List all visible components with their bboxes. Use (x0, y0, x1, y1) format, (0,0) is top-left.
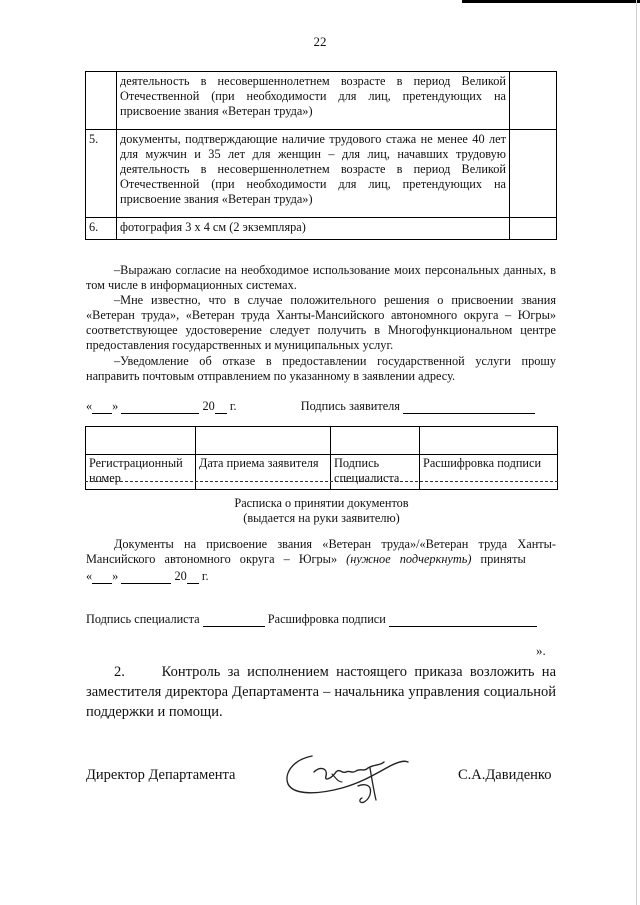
date-close-quote: » (112, 399, 119, 413)
applicant-signature-label: Подпись заявителя (300, 399, 400, 413)
receipt-year-suffix: г. (198, 569, 209, 583)
receipt-year-blank (187, 583, 199, 584)
applicant-signature-blank (403, 413, 535, 414)
order-item-number: 2. (114, 664, 125, 680)
receipt-body (86, 537, 556, 567)
receipt-month-blank (121, 583, 171, 584)
page-number: 22 (313, 34, 327, 49)
row-text: документы, подтверждающие наличие трудового стажа не менее 40 лет для мужчин и 35 лет для женщин – для лиц, начавших трудовую деятельность в несовершеннолетнем возрасте в период Великой Отечественной (при необходимости для лиц, претендующих на присвоение звания «Ветеран труда») (117, 130, 510, 218)
signature-decode-label: Расшифровка подписи (267, 612, 386, 626)
reg-cell-empty (331, 427, 420, 455)
scan-edge-line (636, 0, 637, 905)
table-row (86, 218, 557, 240)
row-blank-cell (510, 72, 557, 130)
reg-header-signature-decode: Расшифровка подписи (420, 455, 558, 490)
tear-off-line (85, 481, 558, 482)
receipt-title: Расписка о принятии документов (234, 496, 409, 510)
receipt-closing-mark: ». (536, 643, 546, 658)
day-blank (92, 413, 112, 414)
row-text: фотография 3 х 4 см (2 экземпляра) (117, 218, 510, 240)
specialist-signature-line (86, 612, 556, 627)
order-item-2 (86, 662, 556, 722)
date-open-quote: « (86, 399, 93, 413)
signature-decode-blank (389, 626, 537, 627)
receipt-day-blank (92, 583, 112, 584)
year-prefix: 20 (202, 399, 215, 413)
year-blank (215, 413, 227, 414)
reg-cell-empty (420, 427, 558, 455)
row-blank-cell (510, 130, 557, 218)
table-row (86, 427, 558, 455)
year-suffix: г. (226, 399, 237, 413)
reg-header-specialist-signature: Подпись специалиста (331, 455, 420, 490)
receipt-subtitle: (выдается на руки заявителю) (243, 511, 400, 525)
signatory-name: С.А.Давиденко (458, 767, 552, 783)
reg-header-date: Дата приема заявителя (196, 455, 331, 490)
specialist-signature-blank (203, 626, 265, 627)
receipt-year-prefix: 20 (174, 569, 187, 583)
receipt-date-close-quote: » (112, 569, 119, 583)
applicant-date-line (86, 399, 556, 414)
row-number: 5. (86, 130, 117, 218)
top-edge-bar (462, 0, 640, 3)
refusal-notice-statement: –Уведомление об отказе в предоставлении государственной услуги прошу направить почтовым отправлением по указанному в заявлении адресу. (86, 354, 556, 383)
reg-header-number: Регистрационный номер (86, 455, 196, 490)
reg-cell-empty (86, 427, 196, 455)
row-number: 6. (86, 218, 117, 240)
reg-cell-empty (196, 427, 331, 455)
handwritten-signature (272, 738, 422, 816)
row-text: деятельность в несовершеннолетнем возрасте в период Великой Отечественной (при необходимости для лиц, претендующих на присвоение звания «Ветеран труда») (117, 72, 510, 130)
row-blank-cell (510, 218, 557, 240)
awareness-statement: –Мне известно, что в случае положительного решения о присвоении звания «Ветеран труда», «Ветеран труда Ханты-Мансийского автономного округа – Югры» соответствующее удостоверение следует получить в Многофункциональном центре предоставления государственных и муниципальных услуг. (86, 293, 556, 352)
specialist-signature-label: Подпись специалиста (86, 612, 200, 626)
receipt-body-text: Документы на присвоение звания «Ветеран труда»/«Ветеран труда Ханты-Мансийского автономного округа – Югры» (86, 537, 556, 566)
month-blank (121, 413, 199, 414)
row-number (86, 72, 117, 130)
order-item-text: Контроль за исполнением настоящего приказа возложить на заместителя директора Департамента – начальника управления социальной поддержки и помощи. (86, 664, 557, 720)
signatory-position: Директор Департамента (86, 767, 236, 783)
table-row (86, 455, 558, 490)
table-row (86, 72, 557, 130)
table-row (86, 130, 557, 218)
documents-table (85, 71, 557, 240)
receipt-date-open-quote: « (86, 569, 93, 583)
receipt-date-line (86, 569, 556, 584)
consent-statement: –Выражаю согласие на необходимое использование моих персональных данных, в том числе в информационных системах. (86, 263, 556, 292)
receipt-body-end: приняты (471, 552, 526, 566)
receipt-body-note: (нужное подчеркнуть) (346, 552, 472, 566)
